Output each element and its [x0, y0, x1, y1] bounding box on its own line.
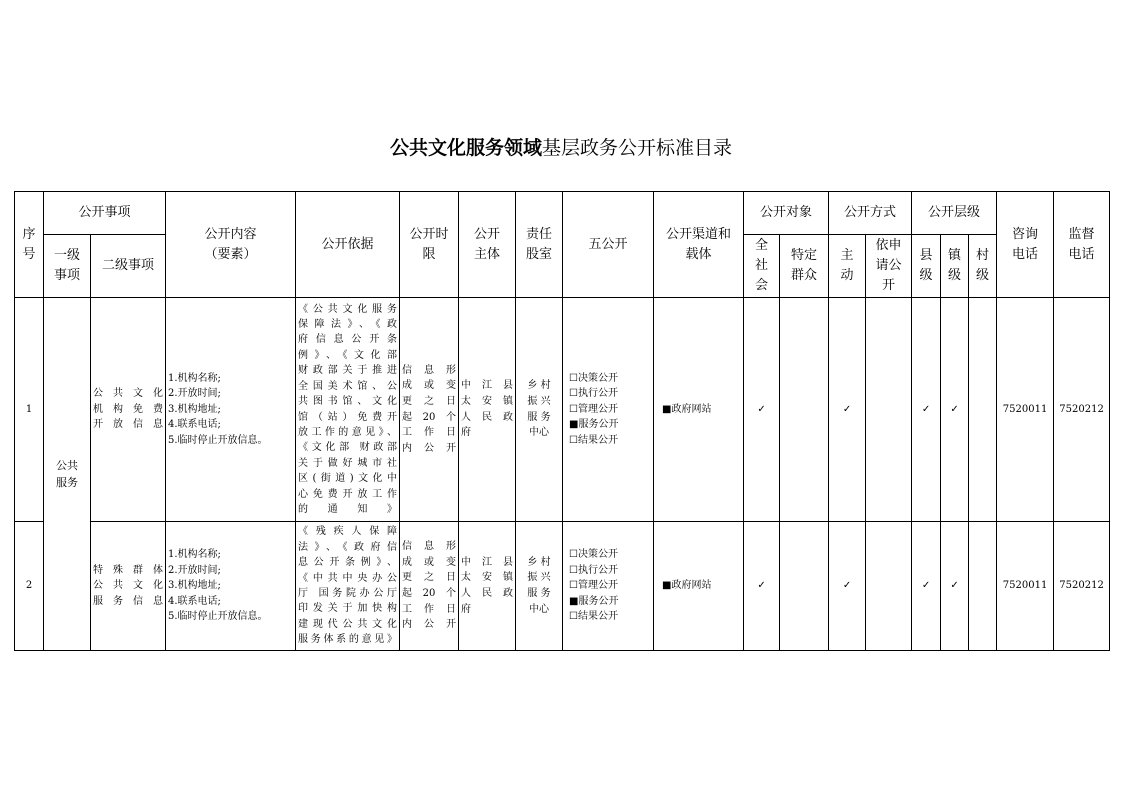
title-bold-part: 公共文化服务领域 — [389, 137, 542, 159]
header-office: 责任 股室 — [516, 192, 563, 298]
time-text: 信息形 成或变 更之日 起20个 工作日 内公开 — [400, 522, 459, 651]
checkbox-service: ■服务公开 — [569, 419, 619, 431]
row-seq: 2 — [15, 522, 44, 651]
page-title — [0, 133, 1122, 160]
header-level-group: 公开层级 — [912, 192, 997, 235]
header-subject: 公开 主体 — [459, 192, 516, 298]
header-supervise: 监督 电话 — [1054, 192, 1110, 298]
office-text: 乡 村 振 兴 服 务 中心 — [516, 522, 563, 651]
basis-text: 《公共文化服务 保障法》、《政 府信息公开条 例》、《文化部 财政部关于推进 全国美术馆、公 共图书馆、文化 馆（站）免费开 放工作的意见》、 《文化部 财政部 关于做好城市社 区(街道)文化中 心免费开放工作 的通知》 — [296, 298, 400, 522]
header-method-group: 公开方式 — [829, 192, 912, 235]
header-level-town: 镇 级 — [941, 235, 969, 298]
table-row — [15, 522, 1110, 651]
subject-text: 中江县 太安镇 人民政 府 — [459, 522, 516, 651]
checkbox-management: ☐管理公开 — [569, 403, 618, 415]
checkbox-execution: ☐执行公开 — [569, 564, 618, 576]
header-level2: 二级事项 — [91, 235, 166, 298]
header-channel: 公开渠道和 载体 — [654, 192, 744, 298]
check-target-all: ✓ — [744, 298, 780, 522]
header-method-request: 依申 请公 开 — [866, 235, 912, 298]
checkbox-execution: ☐执行公开 — [569, 388, 618, 400]
supervise-phone: 7520212 — [1054, 522, 1110, 651]
header-basis: 公开依据 — [296, 192, 400, 298]
check-method-active: ✓ — [829, 298, 866, 522]
header-content: 公开内容 （要素） — [166, 192, 296, 298]
basis-text: 《残疾人保障 法》、《政府信 息公开条例》、 《中共中央办公 厅 国务院办公厅 印发关于加快构 建现代公共文化 服务体系的意见》 — [296, 522, 400, 651]
check-level-town: ✓ — [941, 298, 969, 522]
subject-text: 中江县 太安镇 人民政 府 — [459, 298, 516, 522]
header-target-group: 公开对象 — [744, 192, 829, 235]
level2-item: 特殊群体 公共文化 服务信息 — [91, 522, 166, 651]
check-level-village — [969, 298, 997, 522]
content-list: 1.机构名称; 2.开放时间; 3.机构地址; 4.联系电话; 5.临时停止开放信息。 — [166, 298, 296, 522]
time-text: 信息形 成或变 更之日 起20个 工作日 内公开 — [400, 298, 459, 522]
level2-item: 公共文化 机构免费 开放信息 — [91, 298, 166, 522]
title-rest-part: 基层政务公开标准目录 — [542, 137, 733, 159]
check-method-request — [866, 298, 912, 522]
five-checkboxes — [563, 522, 654, 651]
check-level-village — [969, 522, 997, 651]
content-list: 1.机构名称; 2.开放时间; 3.机构地址; 4.联系电话; 5.临时停止开放信息。 — [166, 522, 296, 651]
header-level-village: 村 级 — [969, 235, 997, 298]
check-level-town: ✓ — [941, 522, 969, 651]
header-target-specific: 特定 群众 — [780, 235, 829, 298]
channel-text: ■政府网站 — [654, 522, 744, 651]
check-target-specific — [780, 522, 829, 651]
check-target-specific — [780, 298, 829, 522]
checkbox-service: ■服务公开 — [569, 595, 619, 607]
office-text: 乡 村 振 兴 服 务 中心 — [516, 298, 563, 522]
channel-text: ■政府网站 — [654, 298, 744, 522]
header-target-all: 全 社 会 — [744, 235, 780, 298]
supervise-phone: 7520212 — [1054, 298, 1110, 522]
check-method-active: ✓ — [829, 522, 866, 651]
consult-phone: 7520011 — [997, 522, 1054, 651]
row-seq: 1 — [15, 298, 44, 522]
header-seq: 序 号 — [15, 192, 44, 298]
checkbox-result: ☐结果公开 — [569, 434, 618, 446]
header-level1: 一级 事项 — [44, 235, 91, 298]
header-level-county: 县 级 — [912, 235, 941, 298]
check-target-all: ✓ — [744, 522, 780, 651]
consult-phone: 7520011 — [997, 298, 1054, 522]
five-checkboxes — [563, 298, 654, 522]
checkbox-decision: ☐决策公开 — [569, 549, 618, 561]
check-level-county: ✓ — [912, 298, 941, 522]
checkbox-management: ☐管理公开 — [569, 580, 618, 592]
header-method-active: 主 动 — [829, 235, 866, 298]
header-consult: 咨询 电话 — [997, 192, 1054, 298]
header-item-group: 公开事项 — [44, 192, 166, 235]
catalog-table — [14, 191, 1110, 651]
checkbox-decision: ☐决策公开 — [569, 372, 618, 384]
check-method-request — [866, 522, 912, 651]
header-five: 五公开 — [563, 192, 654, 298]
level1-item: 公共 服务 — [44, 298, 91, 651]
check-level-county: ✓ — [912, 522, 941, 651]
checkbox-result: ☐结果公开 — [569, 611, 618, 623]
table-row — [15, 298, 1110, 522]
header-time: 公开时 限 — [400, 192, 459, 298]
